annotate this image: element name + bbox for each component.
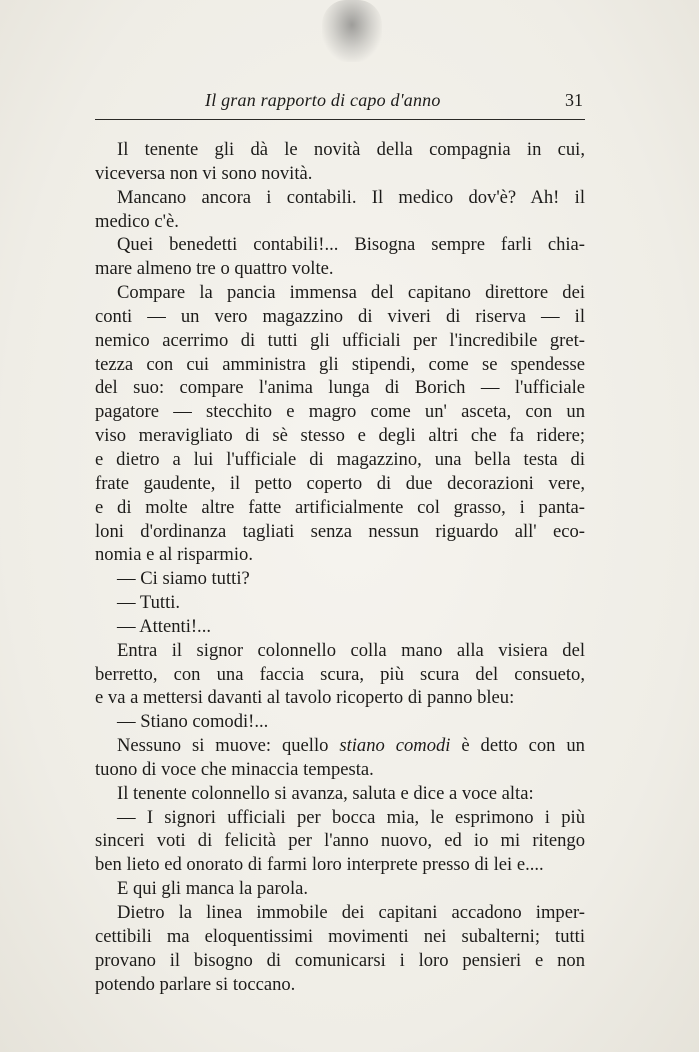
text-line: Mancano ancora i contabili. Il medico dov'è? Ah! il (117, 186, 585, 208)
italic-phrase: stiano comodi (339, 735, 451, 757)
text-line: e dietro a lui l'ufficiale di magazzino, una bella testa di (95, 448, 585, 470)
text-line: frate gaudente, il petto coperto di due decorazioni vere, (95, 472, 585, 494)
text-line: e va a mettersi davanti al tavolo ricoperto di panno bleu: (95, 687, 515, 709)
text-line: — I signori ufficiali per bocca mia, le esprimono i più (117, 806, 585, 828)
text-line: conti — un vero magazzino di viveri di riserva — il (95, 305, 585, 327)
text-line: Quei benedetti contabili!... Bisogna sempre farli chia- (117, 234, 585, 256)
page-number: 31 (565, 90, 583, 110)
text-line: Dietro la linea immobile dei capitani accadono imper- (117, 902, 585, 923)
text-line: loni d'ordinanza tagliati senza nessun riguardo all' eco- (95, 520, 585, 542)
text-line: mare almeno tre o quattro volte. (95, 258, 334, 280)
text-line: tezza con cui amministra gli stipendi, come se spendesse (95, 353, 585, 375)
header-rule (95, 119, 585, 120)
text-line: tuono di voce che minaccia tempesta. (95, 758, 374, 780)
text-line: — Ci siamo tutti? (117, 568, 250, 590)
text-line: medico c'è. (95, 210, 179, 232)
page-header (95, 88, 585, 114)
text-segment: è detto con un (450, 735, 585, 757)
text-line: nemico acerrimo di tutti gli ufficiali per l'incredibile gret- (95, 329, 585, 351)
text-line: viso meravigliato di sè stesso e degli altri che fa ridere; (95, 425, 585, 447)
body-text (95, 138, 585, 996)
text-line: viceversa non vi sono novità. (95, 162, 313, 184)
text-line: — Stiano comodi!... (117, 711, 269, 733)
text-line: nomia e al risparmio. (95, 544, 254, 566)
text-line: sinceri voti di felicità per l'anno nuovo, ed io mi ritengo (95, 830, 585, 852)
text-line: — Tutti. (117, 592, 181, 614)
text-line: berretto, con una faccia scura, più scura del consueto, (95, 663, 585, 685)
text-line: E qui gli manca la parola. (117, 878, 309, 900)
text-line (95, 734, 585, 758)
text-line: pagatore — stecchito e magro come un' asceta, con un (95, 401, 585, 423)
text-line: Entra il signor colonnello colla mano alla visiera del (117, 639, 585, 661)
ink-smudge (322, 0, 382, 62)
text-line: cettibili ma eloquentissimi movimenti nei subalterni; tutti (95, 925, 585, 947)
text-segment: Nessuno si muove: quello (117, 735, 340, 757)
text-line: e di molte altre fatte artificialmente col grasso, i panta- (95, 496, 585, 518)
text-line: — Attenti!... (117, 615, 211, 637)
text-line: ben lieto ed onorato di farmi loro interprete presso di lei e.... (95, 854, 544, 876)
text-line: Compare la pancia immensa del capitano direttore dei (117, 282, 585, 304)
text-line: Il tenente gli dà le novità della compagnia in cui, (117, 139, 585, 160)
text-line: del suo: compare l'anima lunga di Borich — l'ufficiale (95, 377, 585, 399)
text-line: Il tenente colonnello si avanza, saluta e dice a voce alta: (117, 782, 534, 804)
text-line: potendo parlare si toccano. (95, 973, 296, 995)
running-title: Il gran rapporto di capo d'anno (205, 90, 441, 110)
text-line: provano il bisogno di comunicarsi i loro pensieri e non (95, 949, 585, 971)
